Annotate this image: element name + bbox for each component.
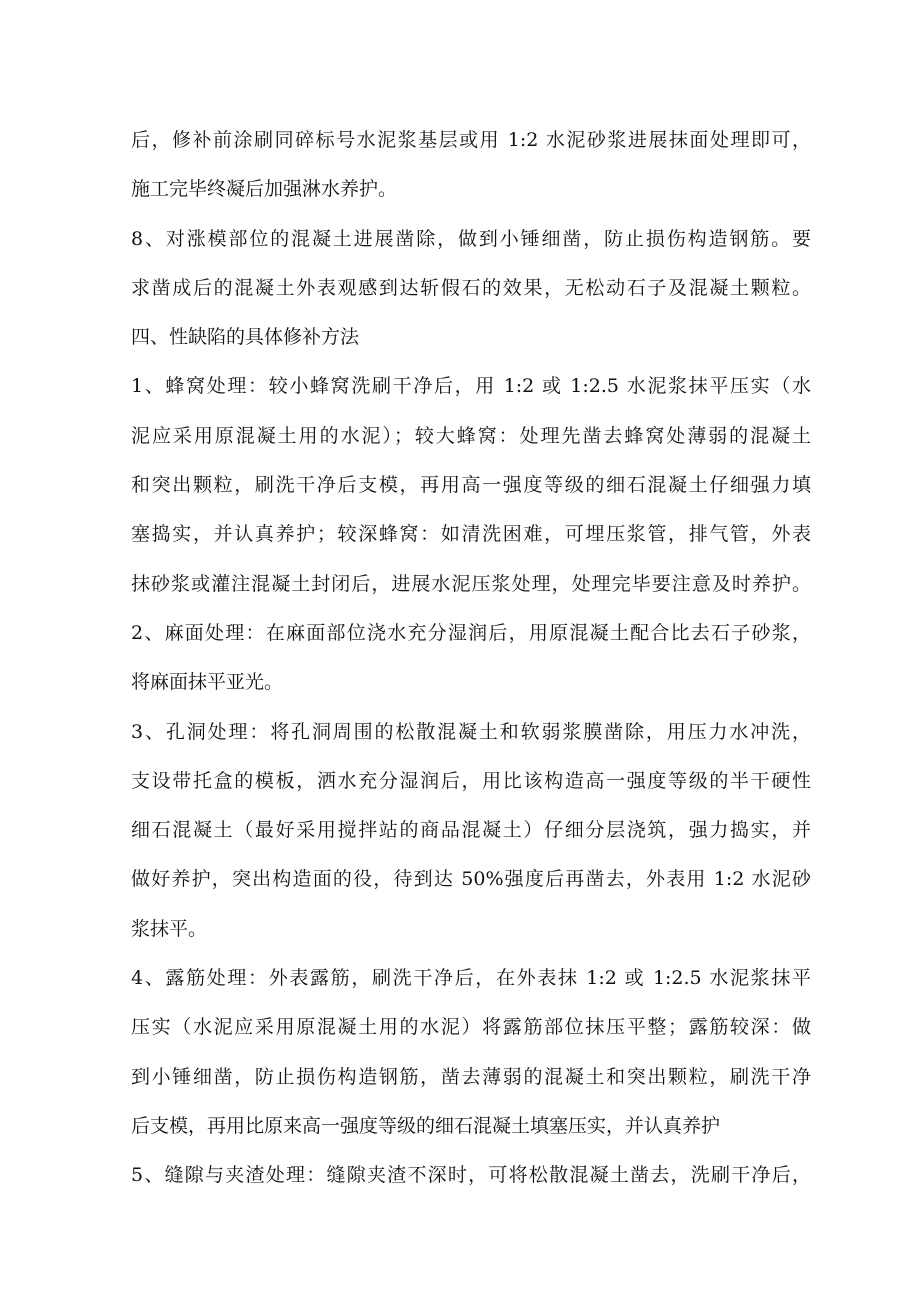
text-line: 8、对涨模部位的混凝土进展凿除，做到小锤细凿，防止损伤构造钢筋。要 [131,227,811,250]
text-line: 2、麻面处理：在麻面部位浇水充分湿润后，用原混凝土配合比去石子砂浆， [131,621,811,644]
text-line: 支设带托盒的模板，洒水充分湿润后，用比该构造高一强度等级的半干硬性 [131,769,811,792]
text-line: 后支模，再用比原来高一强度等级的细石混凝土填塞压实，并认真养护 [131,1114,721,1137]
text-line: 5、缝隙与夹渣处理：缝隙夹渣不深时，可将松散混凝土凿去，洗刷干净后， [131,1164,811,1187]
text-line: 到小锤细凿，防止损伤构造钢筋，凿去薄弱的混凝土和突出颗粒，刷洗干净 [131,1065,811,1088]
text-line: 后，修补前涂刷同碎标号水泥浆基层或用 1:2 水泥砂浆进展抹面处理即可， [131,129,811,151]
text-line: 抹砂浆或灌注混凝土封闭后，进展水泥压浆处理，处理完毕要注意及时养护。 [131,572,811,595]
text-line: 浆抹平。 [131,917,208,940]
text-line: 求凿成后的混凝土外表观感到达斩假石的效果，无松动石子及混凝土颗粒。 [131,276,811,299]
text-line: 将麻面抹平亚光。 [131,671,284,694]
text-line: 1、蜂窝处理：较小蜂窝洗刷干净后，用 1:2 或 1:2.5 水泥浆抹平压实（水 [131,375,811,398]
text-line: 四、性缺陷的具体修补方法 [131,326,360,349]
text-line: 做好养护，突出构造面的役，待到达 50%强度后再凿去，外表用 1:2 水泥砂 [131,868,811,891]
text-line: 3、孔洞处理：将孔洞周围的松散混凝土和软弱浆膜凿除，用压力水冲洗， [131,720,811,743]
text-line: 细石混凝土（最好采用搅拌站的商品混凝土）仔细分层浇筑，强力捣实，并 [131,819,811,842]
text-line: 塞捣实，并认真养护；较深蜂窝：如清洗困难，可埋压浆管，排气管，外表 [131,523,811,546]
text-line: 压实（水泥应采用原混凝土用的水泥）将露筋部位抹压平整；露筋较深：做 [131,1016,811,1039]
text-line: 4、露筋处理：外表露筋，刷洗干净后，在外表抹 1:2 或 1:2.5 水泥浆抹平 [131,967,811,990]
text-line: 泥应采用原混凝土用的水泥）；较大蜂窝：处理先凿去蜂窝处薄弱的混凝土 [131,424,811,447]
text-line: 施工完毕终凝后加强淋水养护。 [131,178,398,201]
text-line: 和突出颗粒，刷洗干净后支模，再用高一强度等级的细石混凝土仔细强力填 [131,474,811,497]
body-text [131,116,811,1201]
